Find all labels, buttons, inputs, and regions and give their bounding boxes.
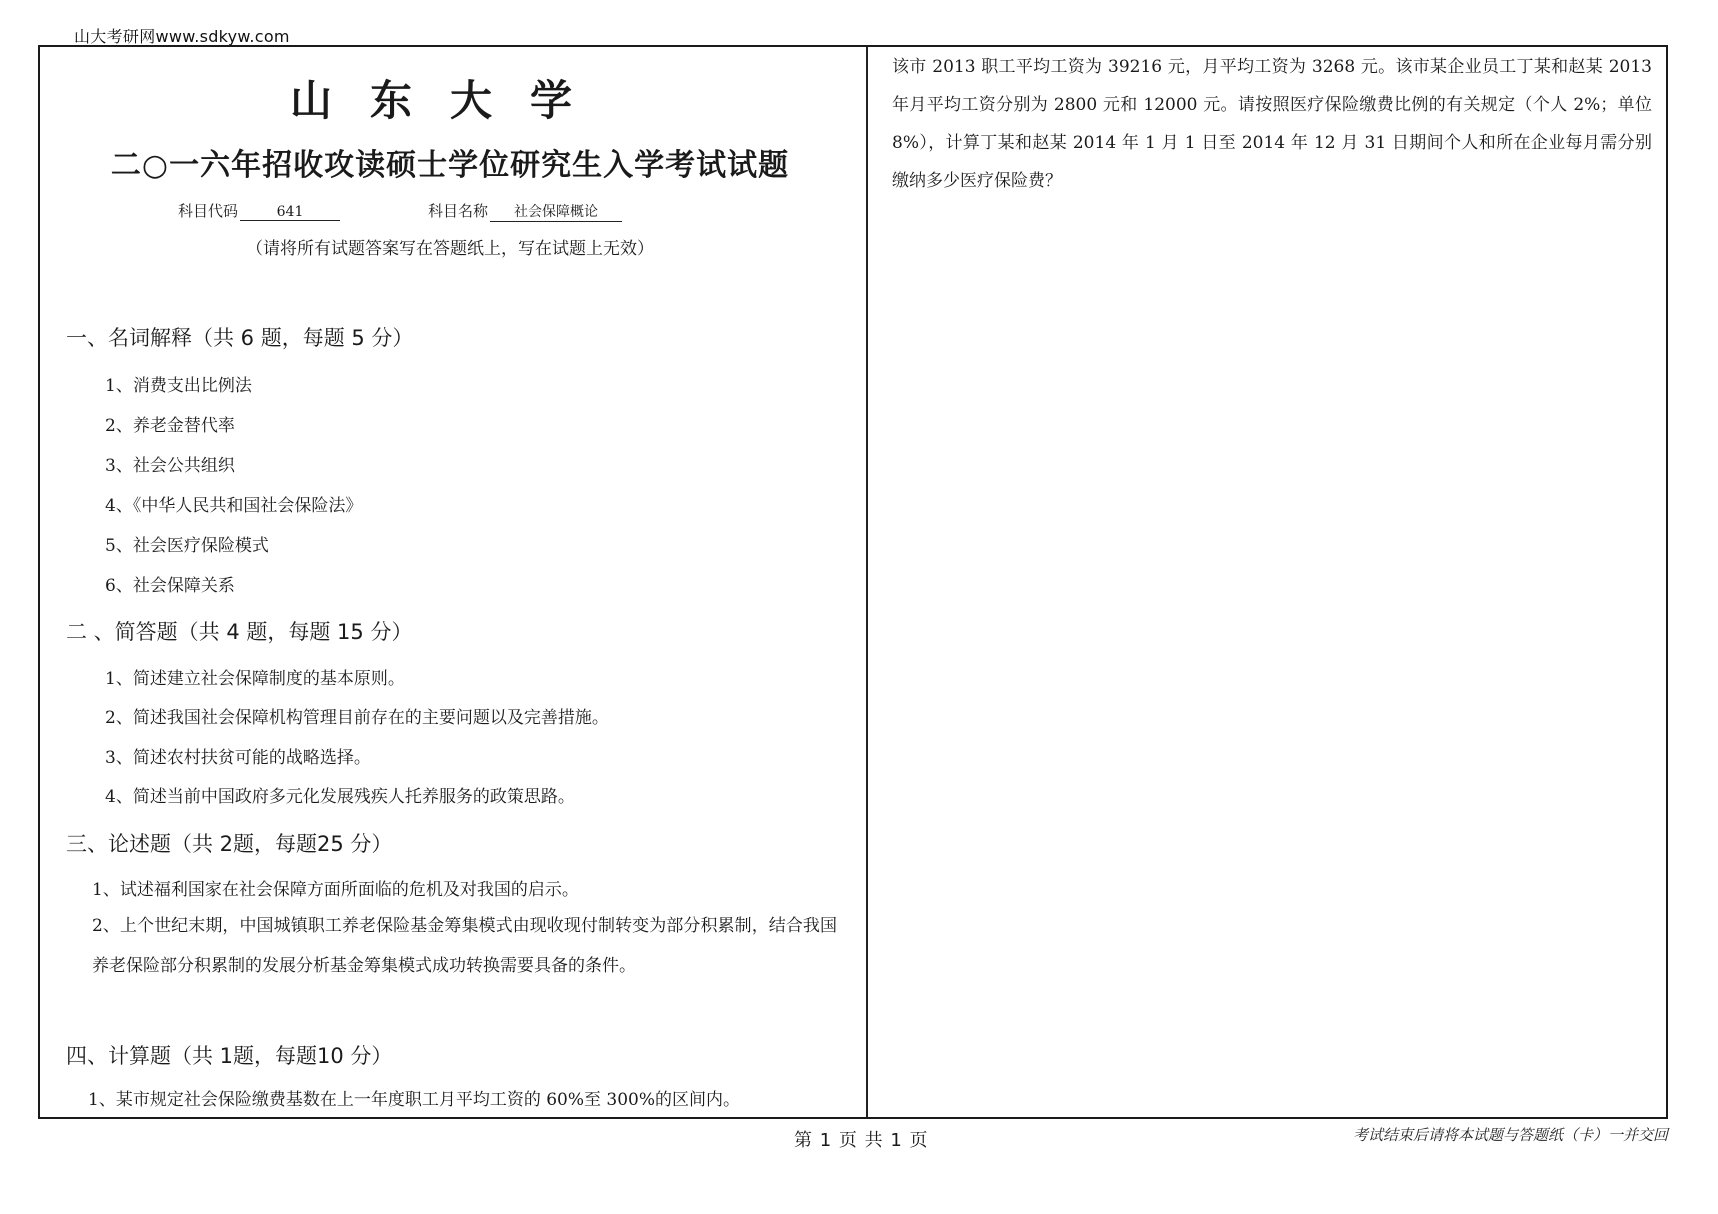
list-item: 4、简述当前中国政府多元化发展残疾人托养服务的政策思路。 bbox=[105, 787, 575, 807]
site-watermark: 山大考研网www.sdkyw.com bbox=[74, 27, 290, 46]
section-heading-3: 三、论述题（共 2题，每题25 分） bbox=[66, 832, 393, 856]
section-heading-4: 四、计算题（共 1题，每题10 分） bbox=[66, 1044, 393, 1068]
list-item: 1、试述福利国家在社会保障方面所面临的危机及对我国的启示。 bbox=[92, 880, 579, 900]
section-heading-1: 一、名词解释（共 6 题，每题 5 分） bbox=[66, 326, 414, 350]
list-item: 6、社会保障关系 bbox=[105, 576, 235, 596]
section-heading-2: 二 、简答题（共 4 题，每题 15 分） bbox=[66, 620, 413, 644]
exam-title: 二○一六年招收攻读硕士学位研究生入学考试试题 bbox=[110, 148, 790, 183]
list-item: 5、社会医疗保险模式 bbox=[105, 536, 269, 556]
subject-name-label: 科目名称 bbox=[428, 202, 489, 220]
list-item: 1、某市规定社会保险缴费基数在上一年度职工月平均工资的 60%至 300%的区间内。 bbox=[88, 1090, 741, 1110]
answer-instruction: （请将所有试题答案写在答题纸上，写在试题上无效） bbox=[246, 239, 654, 259]
subject-info bbox=[178, 200, 622, 222]
footer-note: 考试结束后请将本试题与答题纸（卡）一并交回 bbox=[1352, 1126, 1668, 1144]
list-item: 3、简述农村扶贫可能的战略选择。 bbox=[105, 748, 371, 768]
subject-code-label: 科目代码 bbox=[178, 202, 239, 220]
list-item: 2、上个世纪末期，中国城镇职工养老保险基金筹集模式由现收现付制转变为部分积累制，结合我国养老保险部分积累制的发展分析基金筹集模式成功转换需要具备的条件。 bbox=[92, 916, 837, 976]
list-item: 1、消费支出比例法 bbox=[105, 376, 252, 396]
subject-name-value: 社会保障概论 bbox=[490, 201, 622, 222]
list-item: 2、养老金替代率 bbox=[105, 416, 235, 436]
list-item: 3、社会公共组织 bbox=[105, 456, 235, 476]
column-divider bbox=[866, 47, 868, 1117]
list-item: 1、简述建立社会保障制度的基本原则。 bbox=[105, 669, 405, 689]
list-item: 4、《中华人民共和国社会保险法》 bbox=[105, 496, 363, 516]
subject-code-value: 641 bbox=[240, 204, 340, 221]
right-column bbox=[892, 48, 1652, 200]
calculation-continuation: 该市 2013 职工平均工资为 39216 元，月平均工资为 3268 元。该市某企业员工丁某和赵某 2013 年月平均工资分别为 2800 元和 12000 元。请按照医疗保险缴费比例的有关规定（个人 2%；单位 8%），计算丁某和赵某 2014 年 1 月 1 日至 2014 年 12 月 31 日期间个人和所在企业每月需分别缴纳多少医疗保险费？ bbox=[892, 57, 1652, 191]
university-name: 山东大学 bbox=[289, 76, 610, 125]
page-indicator: 第 1 页 共 1 页 bbox=[794, 1130, 929, 1151]
list-item: 2、简述我国社会保障机构管理目前存在的主要问题以及完善措施。 bbox=[105, 708, 609, 728]
